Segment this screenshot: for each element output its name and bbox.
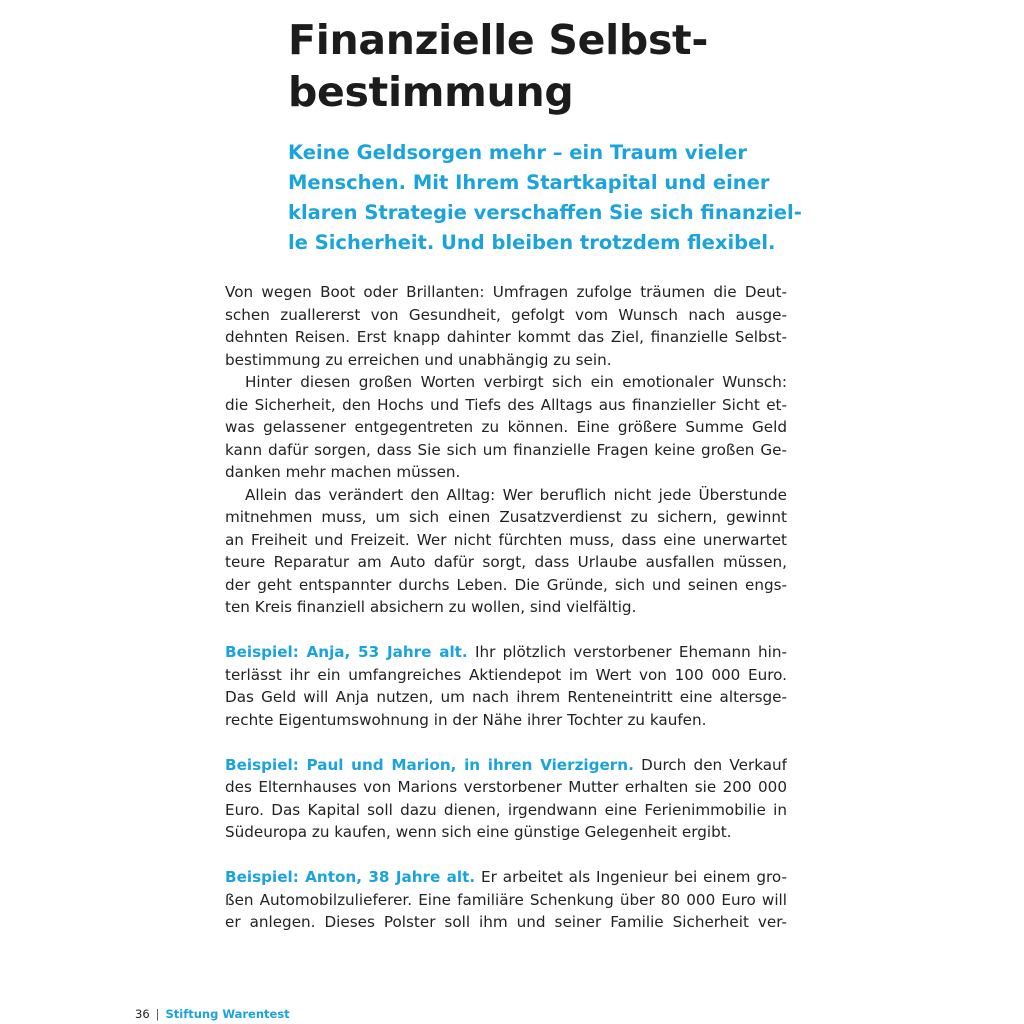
text-line: rechte Eigentumswohnung in der Nähe ihrer Tochter zu kaufen. — [225, 710, 707, 729]
paragraph-spacer — [225, 844, 787, 867]
page-footer — [135, 1006, 290, 1022]
text-line: Euro. Das Kapital soll dazu dienen, irgendwann eine Ferienimmobilie in — [225, 800, 787, 819]
example-label: Beispiel: Anja, 53 Jahre alt. — [225, 643, 468, 661]
example-label: Beispiel: Anton, 38 Jahre alt. — [225, 868, 476, 886]
text-line: teure Reparatur am Auto dafür sorgt, dass Urlaube ausfallen müssen, — [225, 553, 787, 571]
text-line: die Sicherheit, den Hochs und Tiefs des Alltags aus finanzieller Sicht et- — [225, 395, 787, 414]
text-line: Südeuropa zu kaufen, wenn sich eine günstige Gelegenheit ergibt. — [225, 823, 732, 841]
page-title-line: Finanzielle Selbst- — [288, 16, 709, 64]
body-text — [225, 281, 787, 934]
text-line: mitnehmen muss, um sich einen Zusatzverdienst zu sichern, gewinnt — [225, 508, 787, 526]
lead-line: Menschen. Mit Ihrem Startkapital und einer — [288, 171, 770, 194]
lead-line: Keine Geldsorgen mehr – ein Traum vieler — [288, 141, 747, 164]
example-text: Er arbeitet als Ingenieur bei einem gro- — [475, 868, 787, 886]
paragraph-spacer — [225, 731, 787, 754]
body-paragraph — [225, 484, 787, 619]
paragraph-spacer — [225, 619, 787, 642]
text-line: der geht entspannter durchs Leben. Die Gründe, sich und seinen engs- — [225, 575, 787, 594]
lead-line: le Sicherheit. Und bleiben trotzdem flexibel. — [288, 231, 776, 254]
example-label: Beispiel: Paul und Marion, in ihren Vierzigern. — [225, 755, 634, 774]
body-paragraph — [225, 281, 787, 371]
text-line: Hinter diesen großen Worten verbirgt sich ein emotionaler Wunsch: — [245, 373, 787, 391]
footer-separator: | — [155, 1007, 160, 1021]
text-line: kann dafür sorgen, dass Sie sich um finanzielle Fragen keine großen Ge- — [225, 440, 787, 459]
text-line — [225, 754, 787, 777]
text-line: Von wegen Boot oder Brillanten: Umfragen zufolge träumen die Deut- — [225, 283, 787, 301]
page-number: 36 — [135, 1007, 150, 1021]
example-text: Durch den Verkauf — [633, 755, 787, 774]
text-line: ten Kreis finanziell absichern zu wollen, sind vielfältig. — [225, 598, 637, 616]
publisher-brand: Stiftung Warentest — [165, 1007, 290, 1021]
text-line: dehnten Reisen. Erst knapp dahinter kommt das Ziel, finanzielle Selbst- — [225, 328, 787, 346]
text-line: des Elternhauses von Marions verstorbener Mutter erhalten sie 200 000 — [225, 778, 787, 796]
text-line: an Freiheit und Freizeit. Wer nicht fürchten muss, dass eine unerwartet — [225, 530, 787, 549]
lead-line: klaren Strategie verschaffen Sie sich finanziel- — [288, 201, 802, 224]
example-block-paul-marion — [225, 754, 787, 844]
page-title — [288, 14, 788, 118]
text-line: Das Geld will Anja nutzen, um nach ihrem Renteneintritt eine altersge- — [225, 688, 787, 706]
text-line: was gelassener entgegentreten zu können. Eine größere Summe Geld — [225, 418, 787, 436]
text-line: Allein das verändert den Alltag: Wer beruflich nicht jede Überstunde — [245, 485, 787, 504]
example-block-anton — [225, 866, 787, 934]
text-line: danken mehr machen müssen. — [225, 463, 461, 481]
lead-paragraph — [288, 138, 808, 258]
text-line: schen zuallererst von Gesundheit, gefolgt vom Wunsch nach ausge- — [225, 305, 787, 324]
body-paragraph — [225, 371, 787, 484]
example-text: Ihr plötzlich verstorbener Ehemann hin- — [467, 643, 787, 661]
text-line: terlässt ihr ein umfangreiches Aktiendepot im Wert von 100 000 Euro. — [225, 665, 787, 684]
text-line: bestimmung zu erreichen und unabhängig zu sein. — [225, 350, 612, 369]
text-line — [225, 866, 787, 889]
text-line: ßen Automobilzulieferer. Eine familiäre Schenkung über 80 000 Euro will — [225, 890, 787, 909]
text-line: er anlegen. Dieses Polster soll ihm und seiner Familie Sicherheit ver- — [225, 913, 787, 931]
text-line — [225, 641, 787, 664]
example-block-anja — [225, 641, 787, 731]
page-title-line: bestimmung — [288, 68, 574, 116]
